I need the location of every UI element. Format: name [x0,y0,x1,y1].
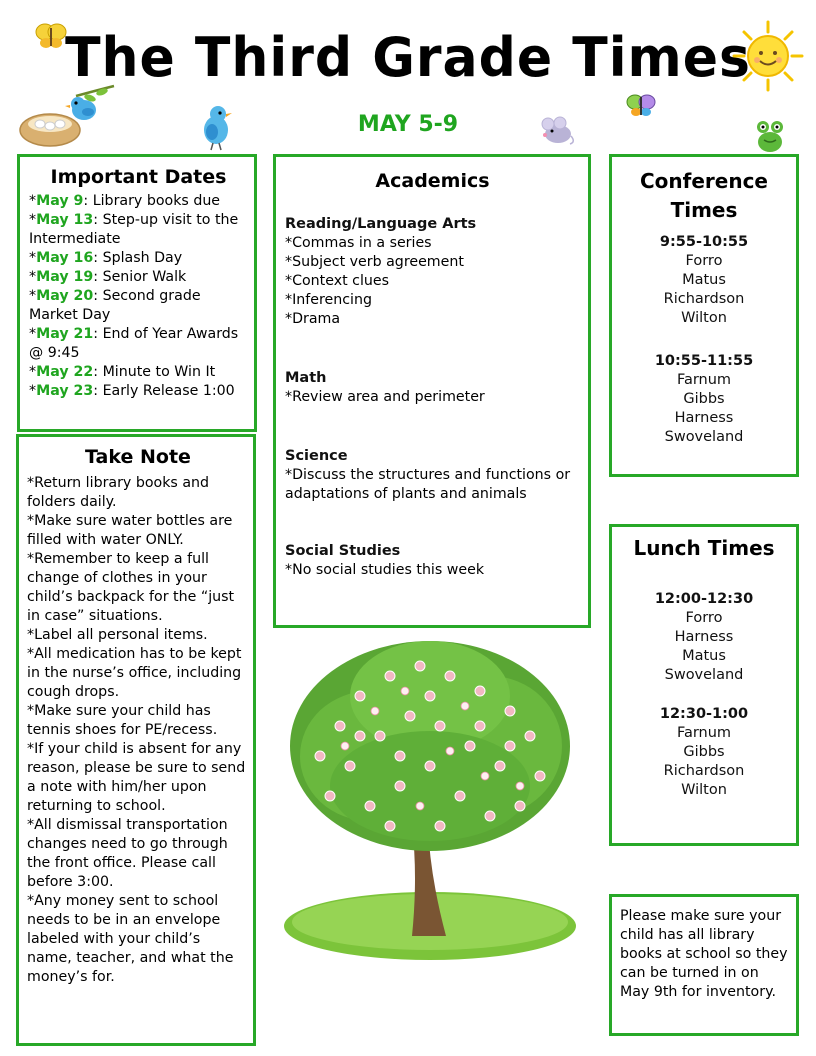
conference-title: Conference Times [639,169,768,222]
slot-time: 10:55-11:55 [654,353,754,369]
teacher-name: Gibbs [683,391,725,407]
reading-item: *Subject verb agreement [285,253,464,270]
library-note-box [609,894,799,1036]
note-item: *Label all personal items. [27,626,208,643]
teacher-name: Forro [685,610,723,626]
reading-item: *Context clues [285,272,390,289]
science-heading: Science [285,447,348,464]
math-heading: Math [285,369,327,386]
conference-times-box [609,154,799,477]
slot-time: 9:55-10:55 [659,234,749,250]
week-dates: MAY 5-9 [357,112,459,137]
date-item: *May 21: End of Year Awards @ 9:45 [29,325,239,361]
teacher-name: Richardson [663,291,745,307]
important-dates-box [17,154,257,432]
date-item: *May 23: Early Release 1:00 [29,382,235,399]
reading-item: *Drama [285,310,341,327]
note-item: *Make sure your child has tennis shoes for PE/recess. [27,702,218,738]
date-item: *May 22: Minute to Win It [29,363,216,380]
reading-item: *Commas in a series [285,234,432,251]
teacher-name: Wilton [681,782,727,798]
note-item: *Return library books and folders daily. [27,474,210,510]
social-studies-item: *No social studies this week [285,561,485,578]
math-item: *Review area and perimeter [285,388,485,405]
date-item: *May 16: Splash Day [29,249,183,266]
lunch-title: Lunch Times [633,536,775,560]
slot-time: 12:00-12:30 [654,591,754,607]
slot-time: 12:30-1:00 [659,706,749,722]
note-item: *Remember to keep a full change of clothes in your child’s backpack for the “just in case” situations. [27,550,235,624]
teacher-name: Farnum [676,725,732,741]
academics-title: Academics [375,170,490,192]
teacher-name: Matus [682,648,726,664]
teacher-name: Gibbs [683,744,725,760]
social-studies-section [285,542,580,580]
take-note-box [16,434,256,1046]
lunch-slot [618,590,790,685]
teacher-name: Swoveland [664,667,744,683]
take-note-list [27,474,249,987]
science-item: *Discuss the structures and functions or adaptations of plants and animals [285,466,571,502]
teacher-name: Richardson [663,763,745,779]
reading-item: *Inferencing [285,291,372,308]
blossom-tree-illustration [280,636,580,966]
date-item: *May 13: Step-up visit to the Intermediate [29,211,239,247]
note-item: *If your child is absent for any reason, please be sure to send a note with him/her upon returning to school. [27,740,246,814]
lunch-slot [618,705,790,800]
date-item: *May 9: Library books due [29,192,221,209]
date-item: *May 19: Senior Walk [29,268,187,285]
note-item: *All medication has to be kept in the nurse’s office, including cough drops. [27,645,242,700]
teacher-name: Harness [674,629,734,645]
teacher-name: Harness [674,410,734,426]
library-note-text: Please make sure your child has all library books at school so they can be turned in on May 9th for inventory. [620,908,788,1000]
teacher-name: Wilton [681,310,727,326]
important-dates-title: Important Dates [50,166,227,188]
social-studies-heading: Social Studies [285,542,401,559]
important-dates-list [29,192,248,401]
note-item: *Any money sent to school needs to be in an envelope labeled with your child’s name, teacher, and what the money’s for. [27,892,234,985]
note-item: *Make sure water bottles are filled with water ONLY. [27,512,233,548]
reading-section [285,215,580,329]
reading-heading: Reading/Language Arts [285,215,477,232]
teacher-name: Matus [682,272,726,288]
lunch-times-box [609,524,799,846]
teacher-name: Farnum [676,372,732,388]
note-item: *All dismissal transportation changes need to go through the front office. Please call before 3:00. [27,816,228,890]
conference-slot [618,352,790,447]
teacher-name: Swoveland [664,429,744,445]
teacher-name: Forro [685,253,723,269]
math-section [285,369,580,407]
take-note-title: Take Note [85,446,191,468]
science-section [285,447,580,504]
conference-slot [618,233,790,328]
academics-box [273,154,591,628]
newsletter-title: The Third Grade Times [65,26,751,90]
date-item: *May 20: Second grade Market Day [29,287,201,323]
